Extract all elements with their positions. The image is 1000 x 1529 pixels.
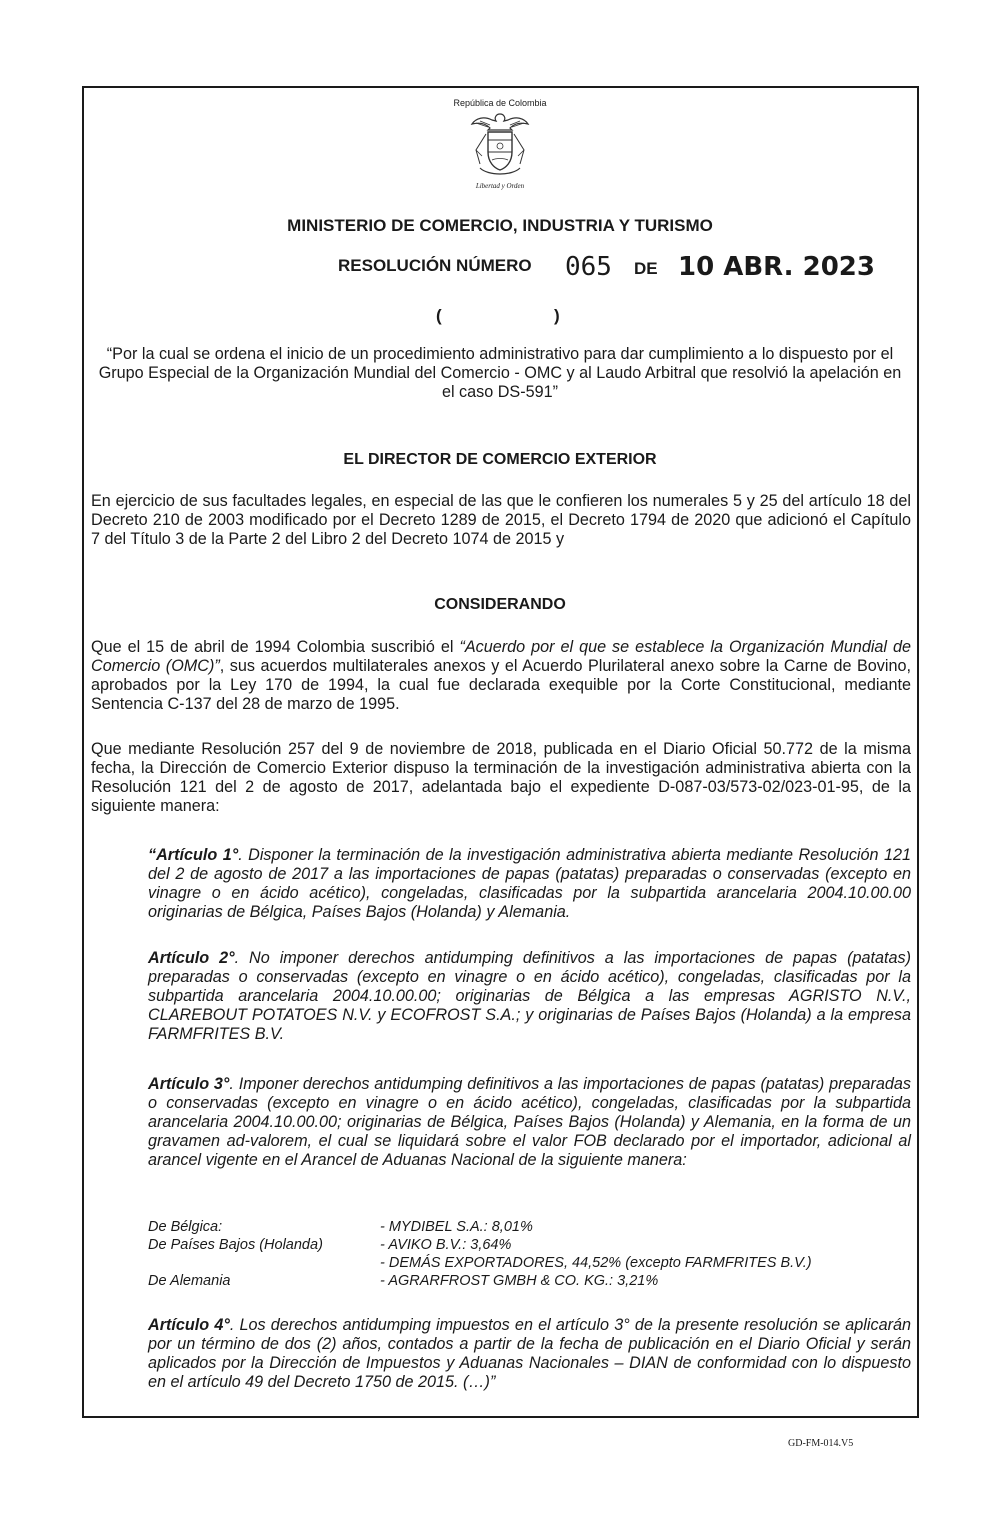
- duty-country: De Países Bajos (Holanda): [148, 1237, 323, 1253]
- article-3-label: Artículo 3°: [148, 1075, 230, 1093]
- resolution-de-label: DE: [634, 259, 658, 278]
- resolution-label: RESOLUCIÓN NÚMERO: [338, 256, 532, 275]
- ministry-name: MINISTERIO DE COMERCIO, INDUSTRIA Y TURISMO: [287, 216, 713, 235]
- article-2-label: Artículo 2°: [148, 949, 235, 967]
- article-4: [148, 1316, 911, 1392]
- duty-value: - AVIKO B.V.: 3,64%: [380, 1237, 512, 1253]
- article-4-label: Artículo 4°: [148, 1316, 230, 1334]
- form-code: GD-FM-014.V5: [788, 1438, 854, 1449]
- motto: Libertad y Orden: [475, 182, 525, 190]
- article-4-text: . Los derechos antidumping impuestos en el artículo 3° de la presente resolución se aplicarán por un término de dos (2) años, contados a partir de la fecha de publicación en el Diario Oficial y serán aplicados por la Dirección de Impuestos y Aduanas Nacionales – DIAN de conformidad con lo dispuesto en el artículo 49 del Decreto 1750 de 2015. (…)”: [148, 1316, 911, 1391]
- considerando-paragraph-1: [91, 638, 911, 714]
- article-2: [148, 949, 911, 1044]
- article-1: [148, 846, 911, 922]
- p1-text-a: Que el 15 de abril de 1994 Colombia suscribió el: [91, 638, 460, 656]
- p1-agreement-title: “Acuerdo por el que se establece la Organización Mundial de Comercio (OMC)”: [91, 638, 911, 675]
- duty-country: De Alemania: [148, 1273, 231, 1289]
- article-1-label: “Artículo 1°: [148, 846, 239, 864]
- duty-value: - DEMÁS EXPORTADORES, 44,52% (excepto FARMFRITES B.V.): [380, 1255, 812, 1271]
- article-1-text: . Disponer la terminación de la investigación administrativa abierta mediante Resolución 121 del 2 de agosto de 2017 a las importaciones de papas (patatas) preparadas o conservadas (excepto en vinagre o en ácido acético), congeladas, clasificadas por la subpartida arancelaria 2004.10.00.00 originarias de Bélgica, Países Bajos (Holanda) y Alemania.: [148, 846, 911, 921]
- coat-of-arms-icon: [470, 110, 530, 180]
- article-3-text: . Imponer derechos antidumping definitivos a las importaciones de papas (patatas) preparadas o conservadas (excepto en vinagre o en ácido acético), congeladas, clasificadas por la subpartida arancelaria 2004.10.00.00; originarias de Bélgica, Países Bajos (Holanda) y Alemania, en la forma de un gravamen ad-valorem, el cual se liquidará sobre el valor FOB declarado por el importador, adicional al arancel vigente en el Arancel de Aduanas Nacional de la siguiente manera:: [148, 1075, 911, 1169]
- article-3: [148, 1075, 911, 1170]
- resolution-subject: “Por la cual se ordena el inicio de un procedimiento administrativo para dar cumplimiento a lo dispuesto por el Grupo Especial de la Organización Mundial del Comercio - OMC y al Laudo Arbitral que resolvió la apelación en el caso DS-591”: [98, 345, 902, 401]
- country-name: República de Colombia: [453, 98, 547, 108]
- resolution-date: 10 ABR. 2023: [678, 252, 875, 282]
- considerando-paragraph-2: Que mediante Resolución 257 del 9 de noviembre de 2018, publicada en el Diario Oficial 50.772 de la misma fecha, la Dirección de Comercio Exterior dispuso la terminación de la investigación administrativa abierta con la Resolución 121 del 2 de agosto de 2017, adelantada bajo el expediente D-087-03/573-02/023-01-95, de la siguiente manera:: [91, 740, 911, 815]
- considerando-heading: CONSIDERANDO: [434, 596, 566, 613]
- authority-heading: EL DIRECTOR DE COMERCIO EXTERIOR: [343, 451, 657, 468]
- preamble-paragraph: En ejercicio de sus facultades legales, en especial de las que le confieren los numerales 5 y 25 del artículo 18 del Decreto 210 de 2003 modificado por el Decreto 1289 de 2015, el Decreto 1794 de 2020 que adicionó el Capítulo 7 del Título 3 de la Parte 2 del Libro 2 del Decreto 1074 de 2015 y: [91, 492, 911, 548]
- duty-value: - MYDIBEL S.A.: 8,01%: [380, 1219, 533, 1235]
- paren-open: (: [436, 306, 442, 325]
- duty-country: De Bélgica:: [148, 1219, 223, 1235]
- p1-text-c: , sus acuerdos multilaterales anexos y el Acuerdo Plurilateral anexo sobre la Carne de Bovino, aprobados por la Ley 170 de 1994, la cual fue declarada exequible por la Corte Constitucional, mediante Sentencia C-137 del 28 de marzo de 1995.: [91, 657, 911, 713]
- resolution-number: 065: [565, 252, 612, 282]
- article-2-text: . No imponer derechos antidumping definitivos a las importaciones de papas (patatas) preparadas o conservadas (excepto en vinagre o en ácido acético), congeladas, clasificadas por la subpartida arancelaria 2004.10.00.00; originarias de Bélgica a las empresas AGRISTO N.V., CLAREBOUT POTATOES N.V. y ECOFROST S.A.; y originarias de Países Bajos (Holanda) a la empresa FARMFRITES B.V.: [148, 949, 911, 1043]
- duty-value: - AGRARFROST GMBH & CO. KG.: 3,21%: [380, 1273, 659, 1289]
- paren-close: ): [554, 306, 560, 325]
